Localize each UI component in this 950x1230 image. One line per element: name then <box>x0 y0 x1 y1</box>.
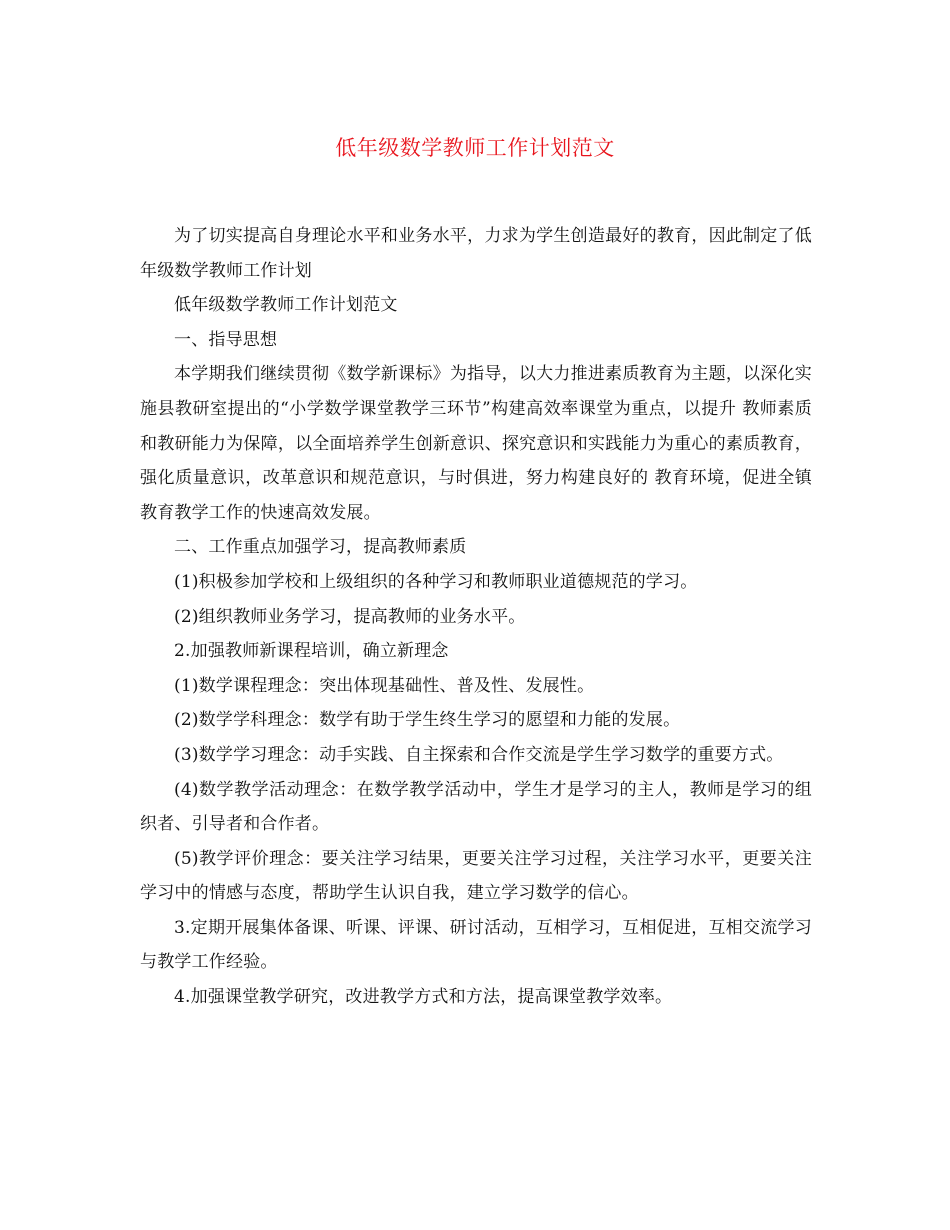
section-heading-work-focus: 二、工作重点加强学习，提高教师素质 <box>174 537 467 558</box>
list-item: (1)积极参加学校和上级组织的各种学习和教师职业道德规范的学习。 <box>174 571 698 592</box>
list-item: (2)数学学科理念：数学有助于学生终生学习的愿望和力能的发展。 <box>174 710 681 731</box>
subsection-paragraph: 4.加强课堂教学研究，改进教学方式和方法，提高课堂教学效率。 <box>174 987 673 1008</box>
intro-paragraph: 为了切实提高自身理论水平和业务水平，力求为学生创造最好的教育，因此制定了低年级数学教师工作计划 <box>140 226 812 281</box>
list-item: (2)组织教师业务学习，提高教师的业务水平。 <box>174 606 526 627</box>
guiding-thought-paragraph: 本学期我们继续贯彻《数学新课标》为指导，以大力推进素质教育为主题，以深化实施县教研室提出的“小学数学课堂教学三环节”构建高效率课堂为重点，以提升 教师素质和教研能力为保障，以全面培养学生创新意识、探究意识和实践能力为重心的素质教育，强化质量意识，改革意识和规范意识，与时俱进，努力构建良好的 教育环境，促进全镇教育教学工作的快速高效发展。 <box>140 364 812 523</box>
subsection-paragraph: 3.定期开展集体备课、听课、评课、研讨活动，互相学习，互相促进，互相交流学习与教学工作经验。 <box>140 917 812 973</box>
list-item: (3)数学学习理念：动手实践、自主探索和合作交流是学生学习数学的重要方式。 <box>174 744 784 765</box>
list-item: (1)数学课程理念：突出体现基础性、普及性、发展性。 <box>174 675 595 696</box>
list-item: (4)数学教学活动理念：在数学教学活动中，学生才是学习的主人，教师是学习的组织者、引导者和合作者。 <box>140 779 812 835</box>
section-heading-guiding-thought: 一、指导思想 <box>174 329 278 350</box>
subsection-heading: 2.加强教师新课程培训，确立新理念 <box>174 641 449 662</box>
document-title: 低年级数学教师工作计划范文 <box>335 136 615 160</box>
list-item: (5)教学评价理念：要关注学习结果，更要关注学习过程，关注学习水平，更要关注学习中的情感与态度，帮助学生认识自我，建立学习数学的信心。 <box>140 848 812 904</box>
document-body <box>140 219 812 1015</box>
subtitle-paragraph: 低年级数学教师工作计划范文 <box>174 295 398 316</box>
